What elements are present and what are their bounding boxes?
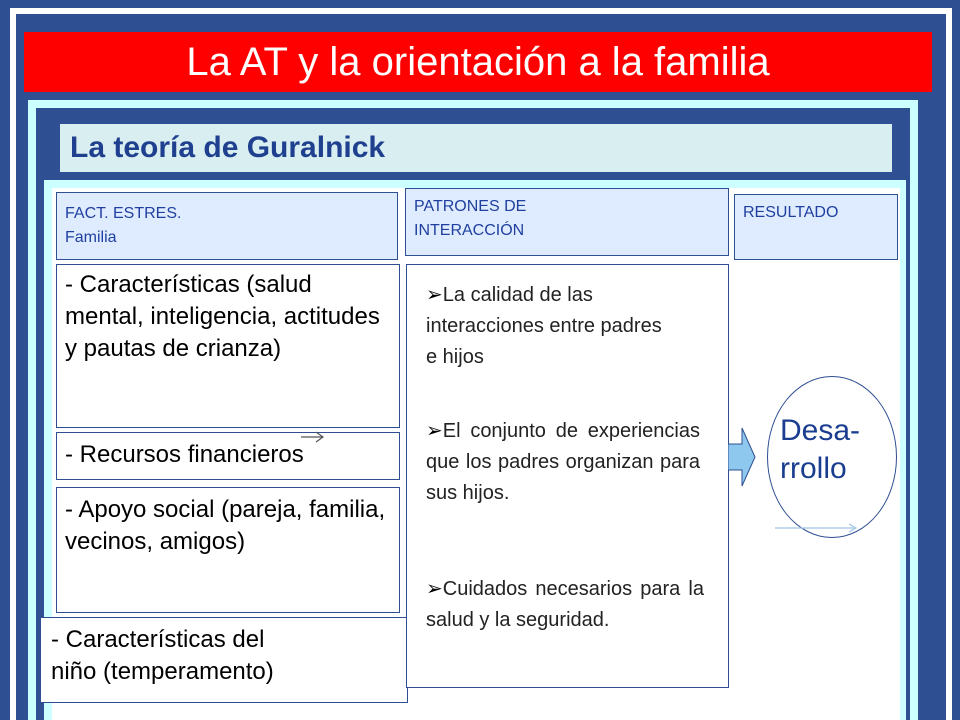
- factor-financial-resources: - Recursos financieros: [56, 432, 400, 480]
- factor-characteristics: - Características (salud mental, inteligencia, actitudes y pautas de crianza): [56, 264, 400, 428]
- slide-title: La AT y la orientación a la familia: [24, 32, 932, 92]
- factor-child-characteristics: [40, 617, 408, 703]
- section-subtitle: La teoría de Guralnick: [58, 122, 894, 174]
- block-arrow-icon: [728, 424, 756, 490]
- arrow-bullet-icon: ➢: [426, 420, 443, 442]
- header-result: RESULTADO: [734, 194, 898, 260]
- pattern-care-text: Cuidados necesarios para la salud y la seguridad.: [426, 578, 704, 631]
- outcome-label: [780, 412, 860, 488]
- header-factors-line2: Familia: [65, 229, 117, 246]
- header-patterns: [405, 188, 729, 256]
- pattern-quality-text: La calidad de las interacciones entre padres e hijos: [426, 284, 662, 368]
- outcome-label-line2: rrollo: [780, 452, 847, 485]
- pattern-experiences: [426, 416, 700, 509]
- faint-arrow-icon: [774, 522, 860, 534]
- header-factors: [56, 192, 398, 260]
- header-patterns-line1: PATRONES DE: [414, 198, 527, 215]
- header-patterns-line2: INTERACCIÓN: [414, 222, 525, 239]
- factor-social-support: - Apoyo social (pareja, familia, vecinos, amigos): [56, 487, 400, 613]
- arrow-bullet-icon: ➢: [426, 284, 443, 306]
- arrow-bullet-icon: ➢: [426, 578, 443, 600]
- header-factors-line1: FACT. ESTRES.: [65, 205, 182, 222]
- outcome-label-line1: Desa-: [780, 414, 861, 447]
- pattern-experiences-text: El conjunto de experiencias que los padres organizan para sus hijos.: [426, 420, 700, 504]
- factor-child-line1: - Características del: [51, 626, 265, 653]
- small-arrow-icon: [300, 430, 326, 444]
- pattern-quality: [426, 280, 666, 373]
- factor-child-line2: niño (temperamento): [51, 658, 274, 685]
- pattern-care: [426, 574, 704, 636]
